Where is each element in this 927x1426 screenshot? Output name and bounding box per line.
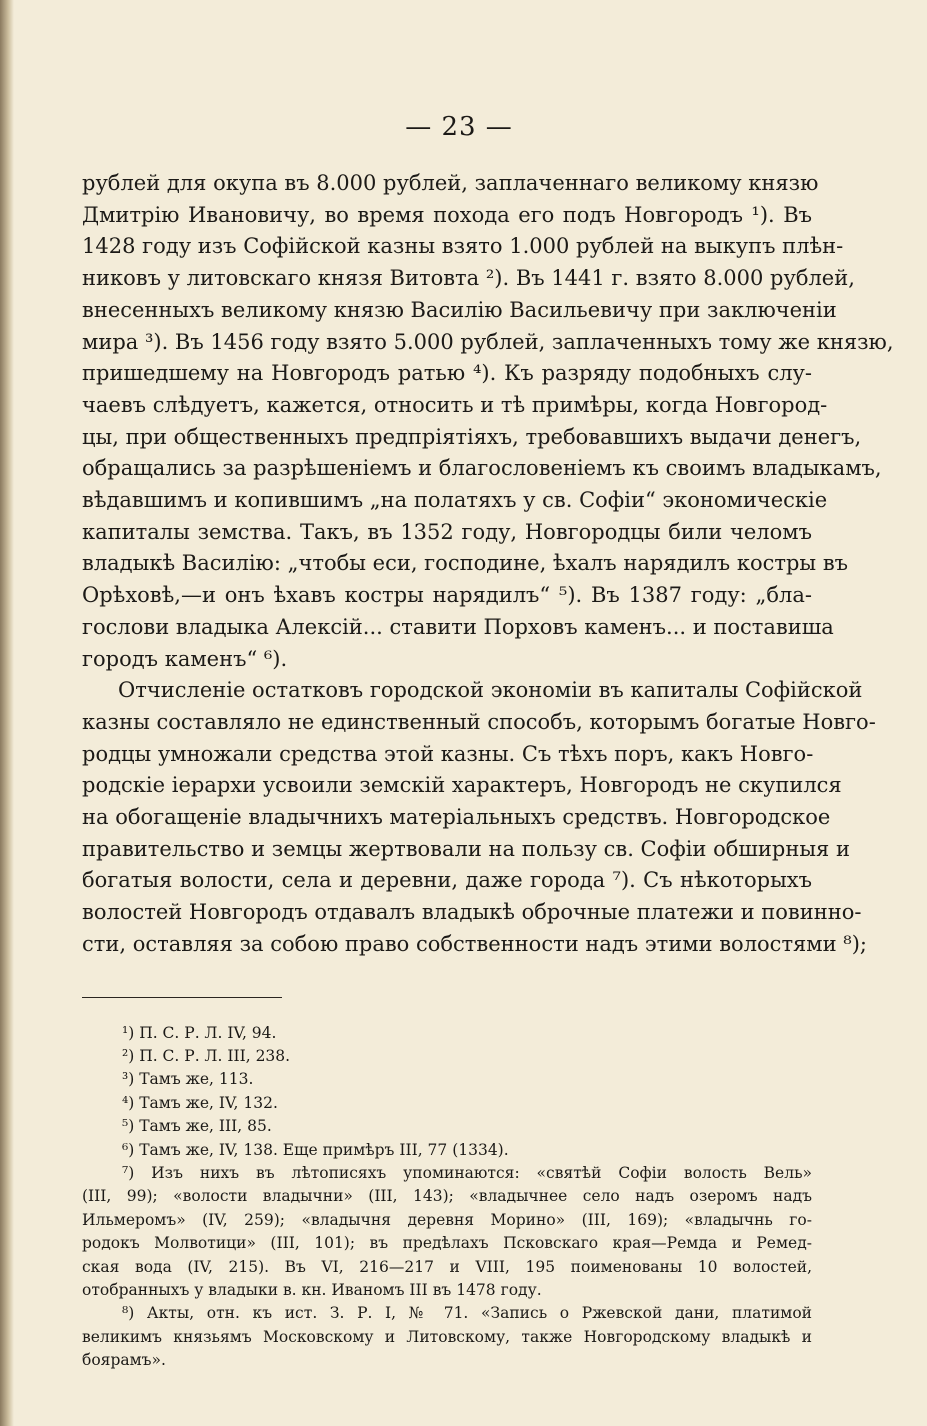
body-line: мира ³). Въ 1456 году взято 5.000 рублей, заплаченныхъ тому же князю, [82, 329, 894, 354]
footnote-line: ³) Тамъ же, 113. [122, 1070, 254, 1089]
body-line: на обогащеніе владычнихъ матеріальныхъ средствъ. Новгородское [82, 805, 831, 830]
body-line: внесенныхъ великому князю Василію Васильевичу при заключеніи [82, 297, 837, 322]
footnote-line: ская вода (IV, 215). Въ VI, 216—217 и VIII, 195 поименованы 10 волостей, [82, 1257, 812, 1276]
footnote-line: ⁶) Тамъ же, IV, 138. Еще примѣръ III, 77 (1334). [122, 1140, 509, 1159]
body-text [82, 168, 894, 961]
body-line: обращались за разрѣшеніемъ и благословеніемъ къ своимъ владыкамъ, [82, 456, 882, 481]
body-line: никовъ у литовскаго князя Витовта ²). Въ 1441 г. взято 8.000 рублей, [82, 266, 855, 291]
footnote-line: ⁴) Тамъ же, IV, 132. [122, 1093, 278, 1112]
footnote-line: отобранныхъ у владыки в. кн. Иваномъ III въ 1478 году. [82, 1281, 542, 1300]
body-line: 1428 году изъ Софійской казны взято 1.000 рублей на выкупъ плѣн- [82, 234, 844, 259]
body-line: родцы умножали средства этой казны. Съ тѣхъ поръ, какъ Новго- [82, 741, 814, 766]
footnote-line: великимъ князьямъ Московскому и Литовскому, также Новгородскому владыкѣ и [82, 1327, 812, 1346]
body-line: пришедшему на Новгородъ ратью ⁴). Къ разряду подобныхъ слу- [82, 361, 812, 386]
body-line: городъ каменъ“ ⁶). [82, 646, 288, 671]
body-line: богатыя волости, села и деревни, даже города ⁷). Съ нѣкоторыхъ [82, 868, 812, 893]
body-line: казны составляло не единственный способъ, которымъ богатые Новго- [82, 709, 876, 734]
body-line: сти, оставляя за собою право собственности надъ этими волостями ⁸); [82, 931, 867, 956]
body-line: чаевъ слѣдуетъ, кажется, относить и тѣ примѣры, когда Новгород- [82, 392, 828, 417]
footnote-line: родокъ Молвотици» (III, 101); въ предѣлахъ Псковскаго края—Ремда и Ремед- [82, 1234, 812, 1253]
body-line: гослови владыка Алексій... ставити Порховъ каменъ... и поставиша [82, 614, 834, 639]
footnote-line: ⁸) Акты, отн. къ ист. З. Р. I, № 71. «Запись о Ржевской дани, платимой [122, 1304, 812, 1323]
body-line: капиталы земства. Такъ, въ 1352 году, Новгородцы били челомъ [82, 519, 812, 544]
document-page [82, 112, 894, 1373]
footnote-line: ¹) П. С. Р. Л. IV, 94. [122, 1023, 277, 1042]
footnote-divider [82, 997, 282, 998]
body-line: родскіе іерархи усвоили земскій характеръ, Новгородъ не скупился [82, 773, 842, 798]
footnote-line: ²) П. С. Р. Л. III, 238. [122, 1046, 291, 1065]
footnote-line: Ильмеромъ» (IV, 259); «владычня деревня Морино» (III, 169); «владычнь го- [82, 1210, 812, 1229]
footnotes [82, 1022, 812, 1373]
body-line: владыкѣ Василію: „чтобы еси, господине, ѣхалъ нарядилъ костры въ [82, 551, 849, 576]
page-edge [0, 0, 14, 1426]
footnote-line: ⁵) Тамъ же, III, 85. [122, 1117, 272, 1136]
body-line: цы, при общественныхъ предпріятіяхъ, требовавшихъ выдачи денегъ, [82, 424, 862, 449]
footnote-line: ⁷) Изъ нихъ въ лѣтописяхъ упоминаются: «святѣй Софіи волость Вель» [122, 1164, 812, 1183]
page-number: — 23 — [405, 112, 513, 142]
footnote-line: боярамъ». [82, 1351, 166, 1370]
body-line: Дмитрію Ивановичу, во время похода его подъ Новгородъ ¹). Въ [82, 202, 812, 227]
body-line: Отчисленіе остатковъ городской экономіи въ капиталы Софійской [118, 678, 863, 703]
body-line: Орѣховѣ,—и онъ ѣхавъ костры нарядилъ“ ⁵). Въ 1387 году: „бла- [82, 583, 812, 608]
body-line: рублей для окупа въ 8.000 рублей, заплаченнаго великому князю [82, 171, 819, 195]
body-line: вѣдавшимъ и копившимъ „на полатяхъ у св. Софіи“ экономическіе [82, 488, 828, 513]
body-line: волостей Новгородъ отдавалъ владыкѣ оброчные платежи и повинно- [82, 900, 862, 925]
footnote-line: (III, 99); «волости владычни» (III, 143); «владычнее село надъ озеромъ надъ [82, 1187, 812, 1206]
body-line: правительство и земцы жертвовали на пользу св. Софіи обширныя и [82, 836, 850, 861]
